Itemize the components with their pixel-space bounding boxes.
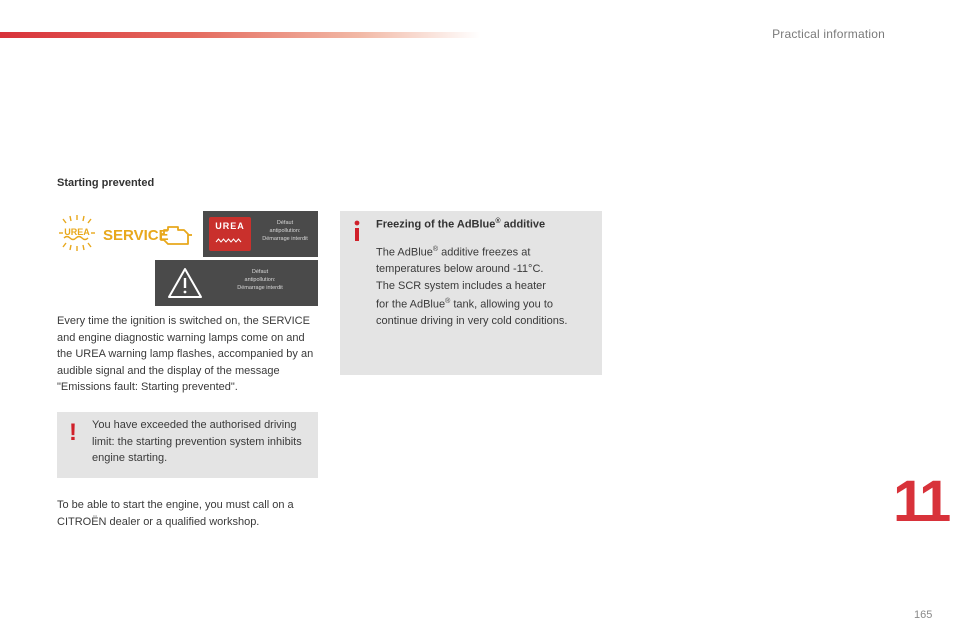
section-heading: Starting prevented: [57, 177, 155, 189]
chapter-number: 11: [893, 469, 949, 534]
display-message-line: Défaut: [276, 220, 294, 226]
chapter-title: Practical information: [772, 27, 885, 41]
display-message-line: antipollution:: [269, 228, 301, 234]
warning-triangle-icon: [167, 266, 203, 300]
display-message: [255, 219, 315, 243]
urea-wave-icon: [215, 237, 245, 245]
info-text: [376, 242, 598, 330]
display-message-line: Démarrage interdit: [237, 285, 283, 291]
service-lamp-label: SERVICE: [103, 227, 169, 244]
info-line-text: for the AdBlue: [376, 298, 446, 311]
display-message: [210, 268, 310, 292]
info-box-freezing: [340, 211, 602, 375]
display-message-line: antipollution:: [244, 277, 276, 283]
urea-warning-lamp-icon: [59, 215, 95, 251]
dealer-contact-text: To be able to start the engine, you must call on a CITROËN dealer or a qualified workshop.: [57, 499, 294, 528]
info-line-text: The AdBlue: [376, 246, 433, 259]
warning-notice-box: [57, 412, 318, 478]
starting-prevented-description: Every time the ignition is switched on, the SERVICE and engine diagnostic warning lamps come on and the UREA warning lamp flashes, accompanied by an audible signal and the display of the message "Emissions fault: Starting prevented".: [57, 315, 314, 393]
urea-badge-label: UREA: [215, 221, 245, 231]
exclamation-icon: !: [69, 419, 77, 446]
info-title-text: Freezing of the AdBlue: [376, 218, 496, 231]
engine-diagnostic-icon: [160, 222, 194, 248]
info-line: [376, 294, 598, 313]
info-line: [376, 242, 598, 261]
info-line: The SCR system includes a heater: [376, 279, 546, 292]
info-line-text: tank, allowing you to: [450, 298, 554, 311]
header-accent-bar: [0, 32, 480, 38]
page-number: 165: [914, 609, 933, 621]
info-line: continue driving in very cold conditions.: [376, 315, 568, 328]
registered-mark: ®: [432, 246, 439, 253]
info-line-text: additive freezes at: [438, 246, 531, 259]
display-message-line: Défaut: [251, 269, 269, 275]
info-title: [376, 218, 545, 231]
instrument-display-warning: [155, 260, 318, 306]
display-message-line: Démarrage interdit: [262, 236, 308, 242]
registered-mark: ®: [445, 298, 451, 306]
urea-lamp-label: UREA: [64, 227, 90, 237]
info-title-text: additive: [500, 218, 546, 231]
instrument-display-urea: [203, 211, 318, 257]
urea-badge: [209, 217, 251, 251]
info-icon: [352, 220, 362, 242]
info-line: temperatures below around -11°C.: [376, 263, 544, 276]
warning-notice-text: You have exceeded the authorised driving limit: the starting prevention system inhibits engine starting.: [92, 419, 302, 464]
registered-mark: ®: [495, 218, 501, 225]
